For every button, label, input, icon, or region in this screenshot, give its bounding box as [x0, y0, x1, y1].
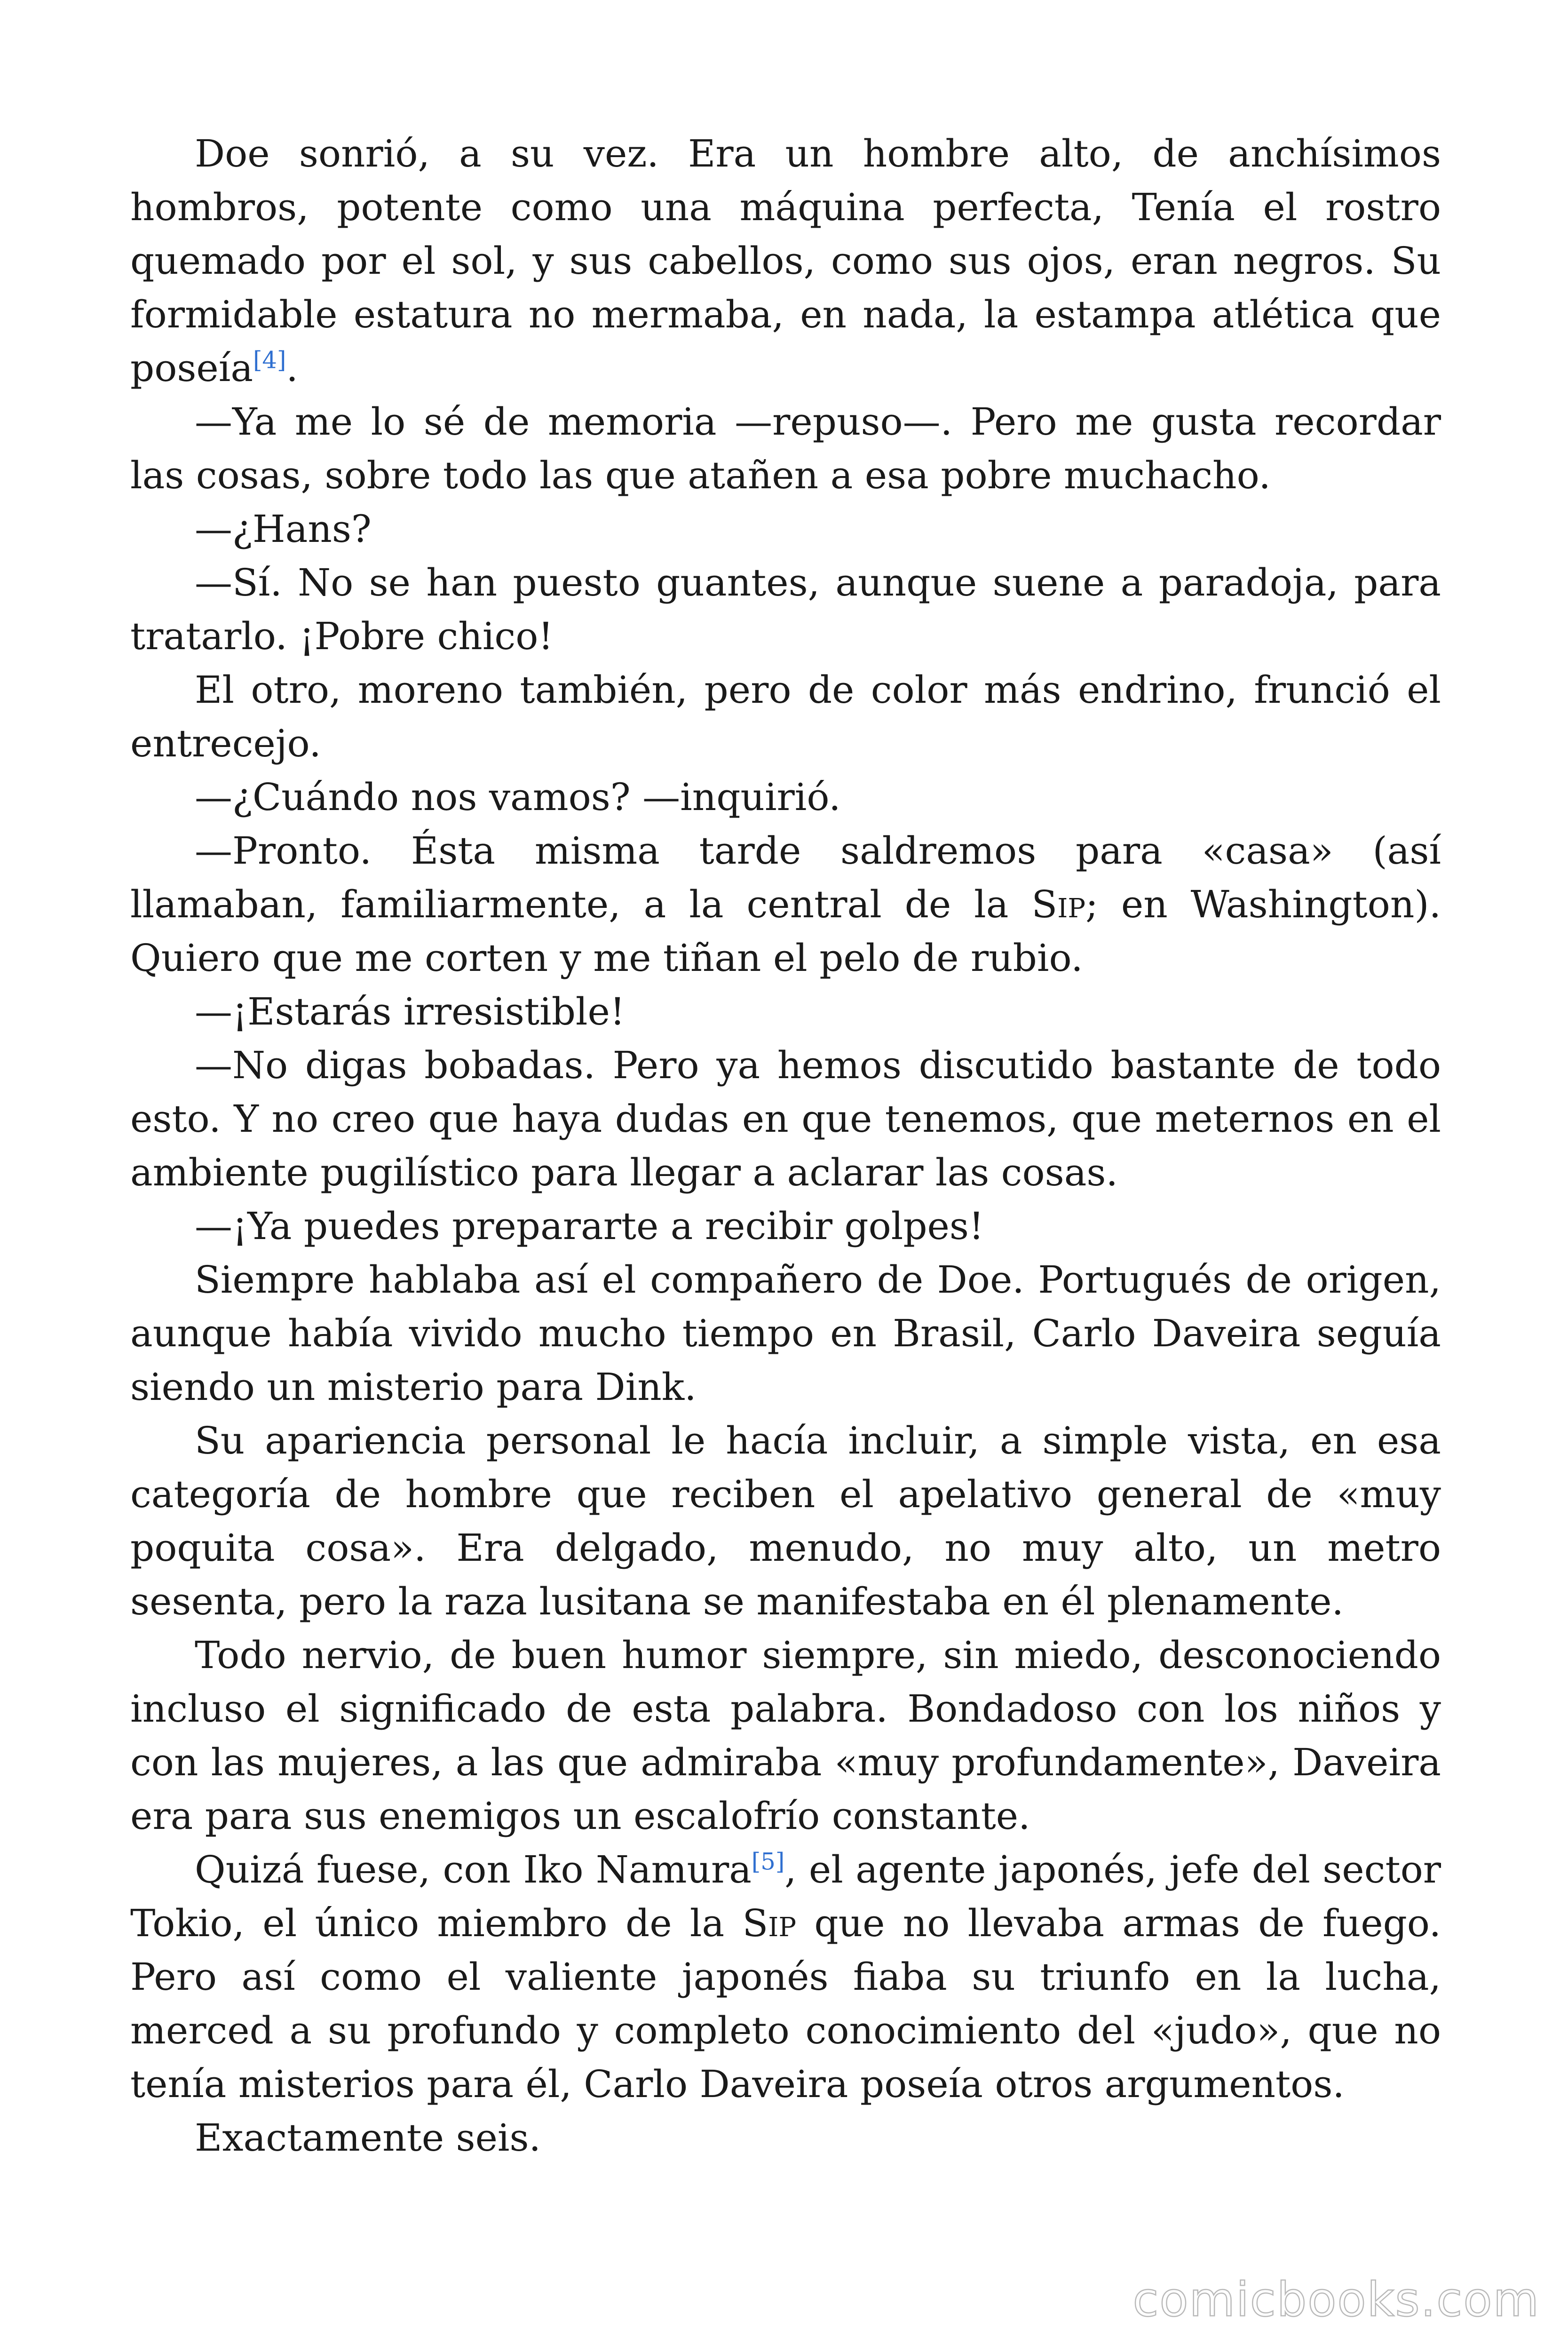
paragraph-text: que no llevaba armas de fuego. Pero así como el valiente japonés fiaba su triunfo en la lucha, merced a su profundo y completo conocimiento del «judo», que no tenía misterios para él, Carlo Daveira poseía otros argumentos.	[130, 1901, 1441, 2106]
footnote-link[interactable]: [5]	[751, 1848, 785, 1875]
paragraph-text: —Sí. No se han puesto guantes, aunque suene a paradoja, para tratarlo. ¡Pobre chico!	[130, 561, 1441, 658]
agency-name: Sip	[1031, 882, 1085, 926]
paragraph	[130, 2111, 1441, 2165]
paragraph	[130, 1843, 1441, 2111]
paragraph	[130, 771, 1441, 824]
paragraph	[130, 1414, 1441, 1629]
paragraph-text: Exactamente seis.	[195, 2116, 541, 2160]
paragraph-text: Quizá fuese, con Iko Namura	[195, 1848, 752, 1891]
paragraph	[130, 502, 1441, 556]
paragraph-text: Siempre hablaba así el compañero de Doe. Portugués de origen, aunque había vivido mucho tiempo en Brasil, Carlo Daveira seguía siendo un misterio para Dink.	[130, 1258, 1441, 1409]
footnote-link[interactable]: [4]	[253, 346, 286, 374]
watermark: comicbooks.com	[1132, 2272, 1540, 2327]
paragraph-text: —¡Ya puedes prepararte a recibir golpes!	[195, 1204, 984, 1248]
paragraph	[130, 1200, 1441, 1253]
paragraph-text: Doe sonrió, a su vez. Era un hombre alto, de anchísimos hombros, potente como una máquina perfecta, Tenía el rostro quemado por el sol, y sus cabellos, como sus ojos, eran negros. Su formidable estatura no mermaba, en nada, la estampa atlética que poseía	[130, 132, 1441, 390]
paragraph	[130, 663, 1441, 771]
paragraph	[130, 556, 1441, 663]
paragraph-text: Su apariencia personal le hacía incluir, a simple vista, en esa categoría de hombre que reciben el apelativo general de «muy poquita cosa». Era delgado, menudo, no muy alto, un metro sesenta, pero la raza lusitana se manifestaba en él plenamente.	[130, 1419, 1441, 1623]
paragraph	[130, 1253, 1441, 1414]
paragraph-text: —No digas bobadas. Pero ya hemos discutido bastante de todo esto. Y no creo que haya dudas en que tenemos, que meternos en el ambiente pugilístico para llegar a aclarar las cosas.	[130, 1043, 1441, 1194]
paragraph-text: —¿Cuándo nos vamos? —inquirió.	[195, 775, 841, 819]
paragraph-text: —Ya me lo sé de memoria —repuso—. Pero me gusta recordar las cosas, sobre todo las que atañen a esa pobre muchacho.	[130, 400, 1441, 497]
paragraph-text: , el agente japonés, jefe del sector Tokio, el único miembro de la	[130, 1848, 1441, 1945]
agency-name: Sip	[742, 1901, 797, 1945]
paragraph	[130, 395, 1441, 502]
paragraph-text: —Pronto. Ésta misma tarde saldremos para «casa» (así llamaban, familiarmente, a la central de la	[130, 829, 1441, 926]
paragraph-text: —¡Estarás irresistible!	[195, 990, 625, 1033]
paragraph-text: ; en Washington). Quiero que me corten y me tiñan el pelo de rubio.	[130, 882, 1441, 980]
paragraph	[130, 1039, 1441, 1200]
paragraph-text: Todo nervio, de buen humor siempre, sin miedo, desconociendo incluso el significado de esta palabra. Bondadoso con los niños y con las mujeres, a las que admiraba «muy profundamente», Daveira era para sus enemigos un escalofrío constante.	[130, 1633, 1441, 1838]
paragraph	[130, 985, 1441, 1039]
paragraph	[130, 824, 1441, 985]
paragraph-text: —¿Hans?	[195, 507, 372, 551]
paragraph	[130, 1629, 1441, 1843]
paragraph-text: El otro, moreno también, pero de color más endrino, frunció el entrecejo.	[130, 668, 1441, 765]
paragraph-text: .	[286, 346, 298, 390]
body-text	[130, 127, 1441, 2165]
paragraph	[130, 127, 1441, 395]
